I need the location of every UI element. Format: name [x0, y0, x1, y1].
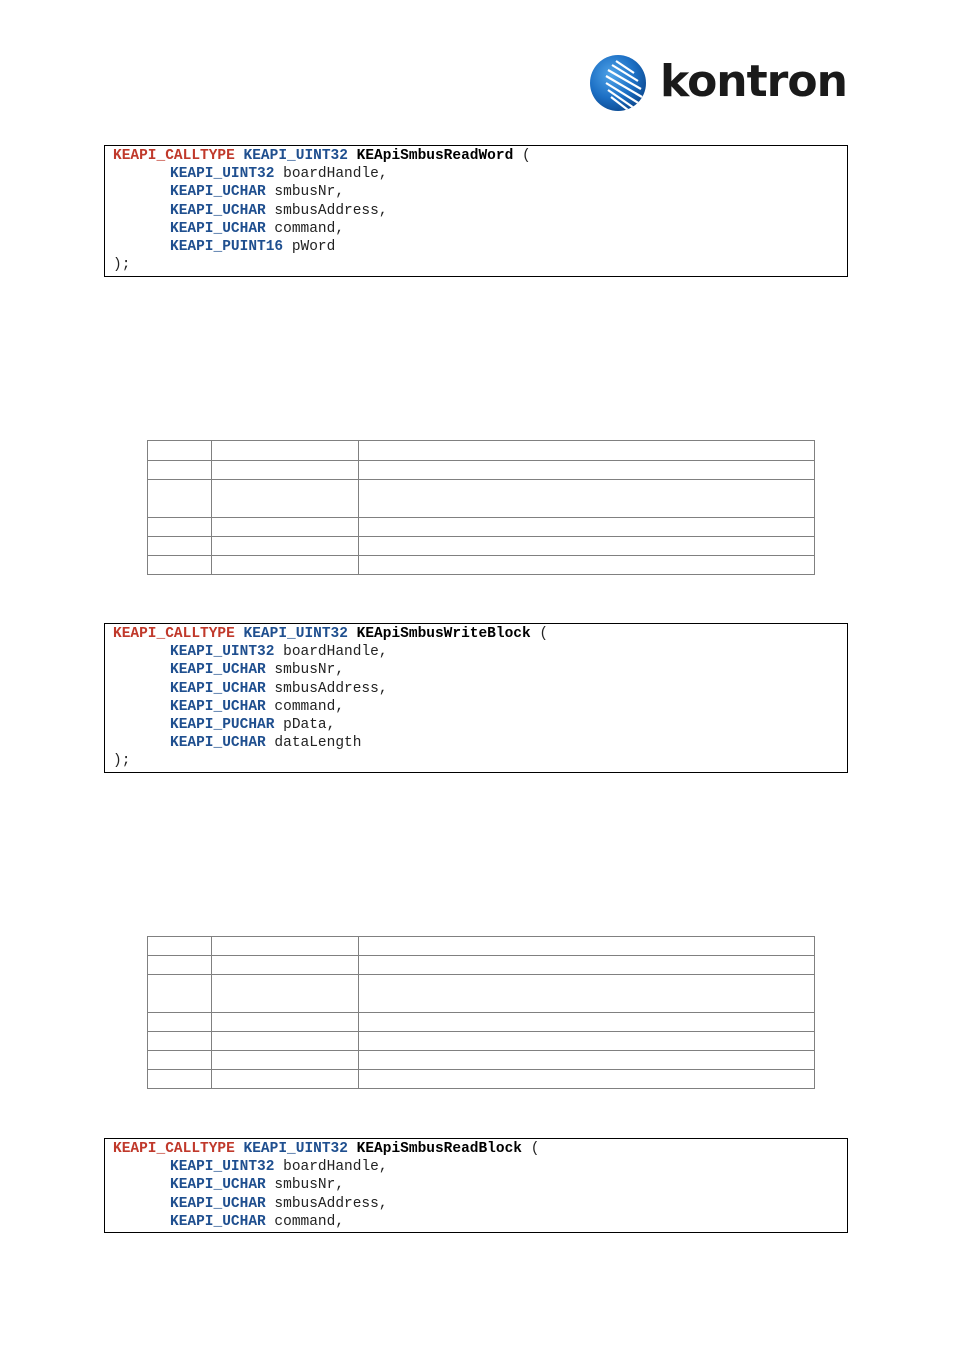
param-type: KEAPI_UCHAR [170, 735, 266, 752]
param-name: boardHandle, [283, 166, 388, 183]
table-row [148, 1051, 815, 1070]
param-type: KEAPI_UINT32 [170, 1159, 275, 1176]
function-name: KEApiSmbusWriteBlock [356, 626, 531, 642]
param-type: KEAPI_PUINT16 [170, 238, 284, 255]
param-type: KEAPI_UINT32 [170, 644, 275, 661]
table-row [148, 480, 815, 518]
table-row [148, 441, 815, 461]
param-type: KEAPI_UCHAR [170, 698, 266, 715]
open-paren: ( [539, 626, 549, 642]
table-row [148, 1070, 815, 1089]
param-line [113, 220, 847, 238]
param-line [113, 680, 847, 698]
param-line [113, 1176, 847, 1194]
kontron-logo [588, 52, 868, 114]
param-line [113, 1158, 847, 1176]
param-line [113, 1195, 847, 1213]
param-name: pData, [283, 716, 336, 733]
param-name: dataLength [274, 735, 362, 752]
kontron-wordmark: kontron [660, 56, 847, 107]
param-type: KEAPI_UCHAR [170, 1213, 266, 1230]
return-type: KEAPI_UINT32 [243, 626, 348, 642]
param-name: smbusAddress, [274, 680, 388, 697]
param-line [113, 716, 847, 734]
param-line [113, 1213, 847, 1231]
function-name: KEApiSmbusReadBlock [356, 1141, 522, 1157]
param-line [113, 165, 847, 183]
table-row [148, 518, 815, 537]
parameter-table-1 [147, 440, 815, 575]
param-name: pWord [291, 238, 336, 255]
param-name: boardHandle, [283, 1159, 388, 1176]
param-type: KEAPI_UCHAR [170, 184, 266, 201]
param-name: command, [274, 1213, 345, 1230]
param-line [113, 183, 847, 201]
param-type: KEAPI_PUCHAR [170, 716, 275, 733]
param-line [113, 734, 847, 752]
open-paren: ( [530, 1141, 540, 1157]
table-row [148, 956, 815, 975]
function-name: KEApiSmbusReadWord [356, 148, 514, 164]
return-type: KEAPI_UINT32 [243, 1141, 348, 1157]
param-type: KEAPI_UCHAR [170, 202, 266, 219]
param-type: KEAPI_UCHAR [170, 1195, 266, 1212]
param-line [113, 661, 847, 679]
param-line [113, 238, 847, 256]
table-row [148, 937, 815, 956]
param-type: KEAPI_UCHAR [170, 662, 266, 679]
table-row [148, 1032, 815, 1051]
code-signature-line [113, 625, 847, 643]
table-row [148, 461, 815, 480]
param-name: smbusNr, [274, 184, 345, 201]
code-block-smbus-read-block [104, 1138, 848, 1233]
calltype-keyword: KEAPI_CALLTYPE [113, 148, 235, 164]
return-type: KEAPI_UINT32 [243, 148, 348, 164]
param-name: smbusNr, [274, 1177, 345, 1194]
table-row [148, 1013, 815, 1032]
param-type: KEAPI_UINT32 [170, 166, 275, 183]
calltype-keyword: KEAPI_CALLTYPE [113, 1141, 235, 1157]
kontron-globe-icon [588, 53, 648, 113]
table-row [148, 556, 815, 575]
param-line [113, 202, 847, 220]
close-paren: ); [113, 753, 131, 770]
param-name: boardHandle, [283, 644, 388, 661]
param-name: command, [274, 220, 345, 237]
param-line [113, 698, 847, 716]
param-line [113, 643, 847, 661]
code-block-smbus-read-word [104, 145, 848, 277]
param-name: smbusAddress, [274, 202, 388, 219]
param-type: KEAPI_UCHAR [170, 1177, 266, 1194]
code-signature-line [113, 1140, 847, 1158]
calltype-keyword: KEAPI_CALLTYPE [113, 626, 235, 642]
table-row [148, 975, 815, 1013]
code-block-smbus-write-block [104, 623, 848, 773]
param-name: smbusNr, [274, 662, 345, 679]
table-row [148, 537, 815, 556]
code-signature-line [113, 147, 847, 165]
parameter-table-2 [147, 936, 815, 1089]
open-paren: ( [522, 148, 531, 164]
close-paren: ); [113, 257, 131, 274]
param-name: smbusAddress, [274, 1195, 388, 1212]
param-name: command, [274, 698, 345, 715]
param-type: KEAPI_UCHAR [170, 680, 266, 697]
param-type: KEAPI_UCHAR [170, 220, 266, 237]
